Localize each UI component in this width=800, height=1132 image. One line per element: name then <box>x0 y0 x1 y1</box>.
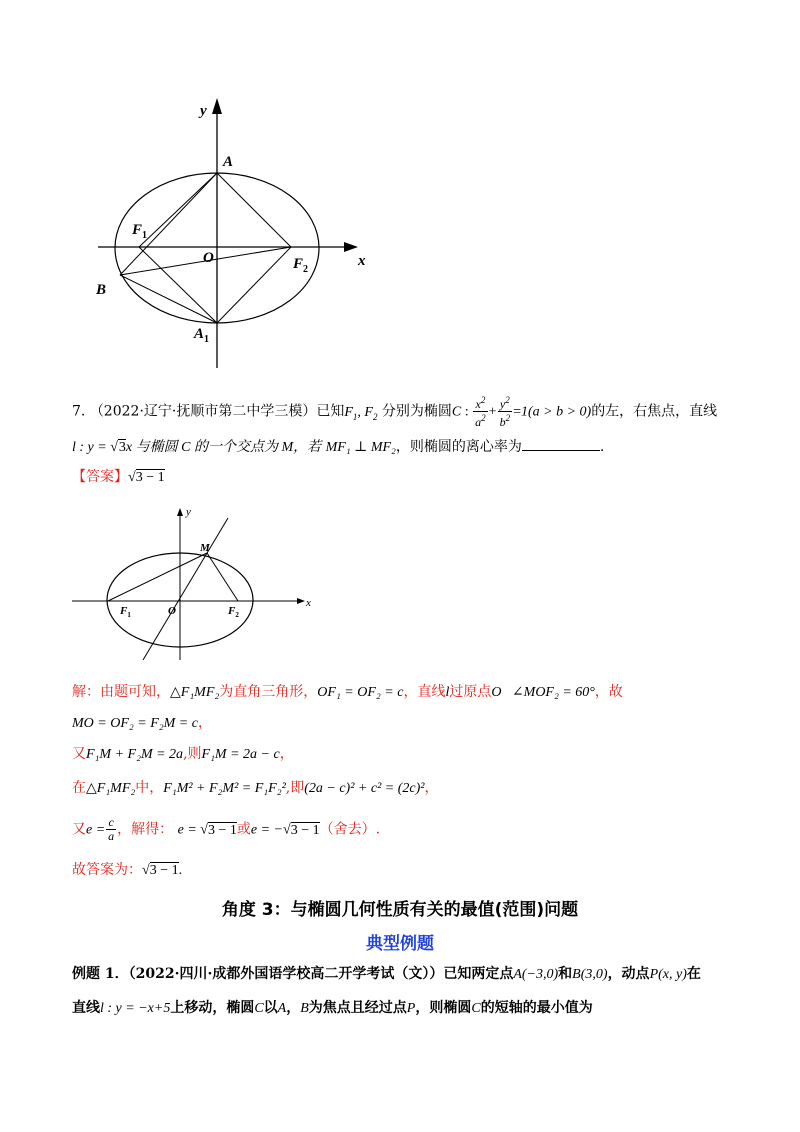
example-P2: P <box>406 1001 416 1016</box>
sol-l5-r2: e = − <box>250 822 283 838</box>
sol-l3-a: 又 <box>72 746 86 762</box>
sol-l1-tri: △F₁MF₂ <box>170 685 220 700</box>
foci-label: $F_1$, $F_2$ <box>344 404 378 422</box>
sol-l1-e: ，故 <box>594 684 623 700</box>
answer-value: 3 − 1 <box>135 470 165 485</box>
problem-7-line-2: l : y = √3x 与椭圆 C 的一个交点为 M，若 MF₁ ⊥ MF₂，则椭圆的离心率为 . <box>72 436 604 458</box>
label-y: y <box>200 103 207 119</box>
label-F1-main: F <box>120 605 128 617</box>
example-line2-a: 直线 <box>72 1000 100 1016</box>
ellipse-name: C <box>451 404 462 420</box>
foci-f1: F <box>344 404 353 420</box>
sol-l1-l: l <box>445 685 450 700</box>
y-axis-arrow <box>212 98 222 114</box>
sol-l6-val: 3 − 1 <box>149 863 179 878</box>
rhombus <box>139 173 291 323</box>
text-a: 分别为椭圆 <box>381 403 452 420</box>
sol-l4-tri: △F₁MF₂ <box>86 781 136 796</box>
example-text-a: ，动点 <box>607 966 650 982</box>
ellipse-condition: 1(a > b > 0) <box>520 404 592 420</box>
example-A2: A <box>277 1001 287 1016</box>
y-axis-arrow <box>177 508 183 516</box>
sol-l5-r2b: 3 − 1 <box>290 822 320 838</box>
solution-line-3 <box>72 744 294 765</box>
sol-l4-b: 中， <box>135 780 164 796</box>
label-A: A <box>223 154 234 170</box>
point-A: A(−3,0) <box>513 967 559 982</box>
sol-l5-r1: e = <box>177 822 201 838</box>
label-O: O <box>168 605 176 617</box>
label-A1-sub: 1 <box>204 334 210 345</box>
point-P: P(x, y) <box>649 967 687 982</box>
foci-f2: F <box>364 404 373 420</box>
solution-line-2 <box>72 713 212 734</box>
sol-l3-eq2: F₁M = 2a − c <box>201 747 280 762</box>
label-F1-sub: 1 <box>127 611 131 619</box>
line-l <box>143 518 228 660</box>
label-M: M <box>200 542 210 554</box>
sol-l1-O: O <box>491 685 502 700</box>
example-source: （2022·四川·成都外国语学校高二开学考试（文））已知两定点 <box>128 966 514 982</box>
label-F2-main: F <box>228 605 236 617</box>
answer-line: 【答案】√3 − 1 <box>72 469 165 485</box>
label-F1 <box>131 222 147 241</box>
label-F2 <box>292 256 308 275</box>
example-line2-c: 以 <box>263 1000 278 1016</box>
segment-MF2 <box>207 553 238 601</box>
sol-l1-eq: OF₁ = OF₂ = c <box>317 685 404 700</box>
solution-line-5: 又e = $\frac{c}{a}$ ，解得： e = √3 − 1或e = −√3 − 1（舍去）. <box>72 815 381 843</box>
problem-source: （2022·辽宁·抚顺市第二中学三模）已知 <box>89 403 345 420</box>
sol-l2-end: ， <box>197 715 212 731</box>
line-l: l : y = <box>72 440 111 455</box>
example-1-line-2 <box>72 998 593 1019</box>
frac-num: c <box>106 816 116 830</box>
sol-l4-end: ， <box>424 780 439 796</box>
text-c: ，则椭圆的离心率为 <box>395 439 522 455</box>
example-text-b: 在 <box>686 966 701 982</box>
sol-l1-b: 为直角三角形， <box>219 684 318 700</box>
sol-l6-end: . <box>178 863 183 878</box>
solution-line-6: 故答案为：√3 − 1. <box>72 862 183 878</box>
solution-line-1 <box>72 682 623 703</box>
solution-line-4 <box>72 778 438 799</box>
sol-l5-a: 又 <box>72 821 86 838</box>
sol-l6-a: 故答案为： <box>72 862 142 878</box>
x-axis-arrow <box>344 242 358 252</box>
label-B: B <box>96 282 107 298</box>
problem-7-line-1: 7. （2022·辽宁·抚顺市第二中学三模）已知$F_1$, $F_2$ 分别为椭圆C : $\frac{x^2}{a^2}$ + $\frac{y^2}{b^2}$ =1(a > b > 0)的左，右焦点，直线 <box>72 395 718 429</box>
label-F1-main: F <box>132 222 143 238</box>
sol-l3-b: ,则 <box>183 746 202 762</box>
ellipse-figure-2 <box>70 500 330 670</box>
text-end: . <box>599 439 605 455</box>
frac-den: a <box>108 829 115 843</box>
label-x: x <box>358 253 366 269</box>
fraction-y2-b2: $\frac{y^2}{b^2}$ <box>499 395 511 429</box>
example-and: 和 <box>558 966 573 982</box>
sol-l5-r1b: 3 − 1 <box>207 822 237 838</box>
label-x: x <box>306 597 311 609</box>
label-F1 <box>119 605 131 619</box>
sol-l2-eq: MO = OF₂ = F₂M = c <box>72 716 198 731</box>
sol-l5-c: （舍去）. <box>319 821 381 838</box>
sol-l5-e: e = <box>86 822 106 838</box>
label-A1 <box>193 326 209 345</box>
label-F2-main: F <box>293 256 304 272</box>
label-F1-sub: 1 <box>142 230 148 241</box>
point-B: B(3,0) <box>572 967 608 982</box>
example-line2-e: ，则椭圆 <box>415 1000 472 1016</box>
sol-l5-b: ，解得： <box>117 821 174 838</box>
answer-tag: 【答案】 <box>72 469 128 485</box>
sol-l3-eq1: F₁M + F₂M = 2a <box>86 747 184 762</box>
label-O: O <box>203 250 214 266</box>
text-b: 的左，右焦点，直线 <box>591 403 718 420</box>
example-1-line-1 <box>72 964 701 985</box>
perpendicular-condition: MF₁ ⊥ MF₂ <box>325 440 396 455</box>
sol-l1-d: 过原点 <box>449 684 492 700</box>
sol-l1-a: 解：由题可知， <box>72 684 170 700</box>
example-line2-d: 为焦点且经过点 <box>308 1000 407 1016</box>
ellipse-figure-1 <box>90 90 380 380</box>
example-C: C <box>254 1001 264 1016</box>
label-A1-main: A <box>194 326 205 342</box>
segment-BA1 <box>120 275 217 323</box>
example-C2: C <box>471 1001 481 1016</box>
sol-l4-eq2: (2a − c)² + c² = (2c)² <box>304 781 425 796</box>
label-F2-sub: 2 <box>303 264 309 275</box>
label-F2 <box>227 605 239 619</box>
example-line2-b: 上移动，椭圆 <box>170 1000 255 1016</box>
sol-l1-c: ，直线 <box>403 684 446 700</box>
example-B2: B <box>300 1001 309 1016</box>
example-line2-f: 的短轴的最小值为 <box>480 1000 593 1016</box>
x-axis-arrow <box>297 598 305 604</box>
section-subtitle: 典型例题 <box>366 934 434 954</box>
fraction-c-a <box>106 816 116 843</box>
section-title: 角度 3：与椭圆几何性质有关的最值(范围)问题 <box>221 900 579 920</box>
problem-number: 7. <box>72 403 86 420</box>
example-label: 例题 1． <box>72 966 129 982</box>
sol-l4-eq1: F₁M² + F₂M² = F₁F₂² <box>163 781 286 796</box>
line-rest: x 与椭圆 C 的一个交点为 M，若 <box>125 440 322 455</box>
fraction-x2-a2: $\frac{x^2}{a^2}$ <box>475 395 486 429</box>
label-F2-sub: 2 <box>235 611 239 619</box>
sol-l3-end: ， <box>279 746 294 762</box>
sol-l4-c: ,即 <box>285 780 305 796</box>
answer-blank <box>522 436 600 451</box>
sol-l4-a: 在 <box>72 780 86 796</box>
sol-l5-or: 或 <box>236 821 251 838</box>
sol-l1-angle: ∠MOF₂ = 60° <box>511 685 595 700</box>
example-line-l: l : y = −x+5 <box>100 1001 171 1016</box>
label-y: y <box>186 506 191 518</box>
example-sep: ， <box>286 1000 301 1016</box>
